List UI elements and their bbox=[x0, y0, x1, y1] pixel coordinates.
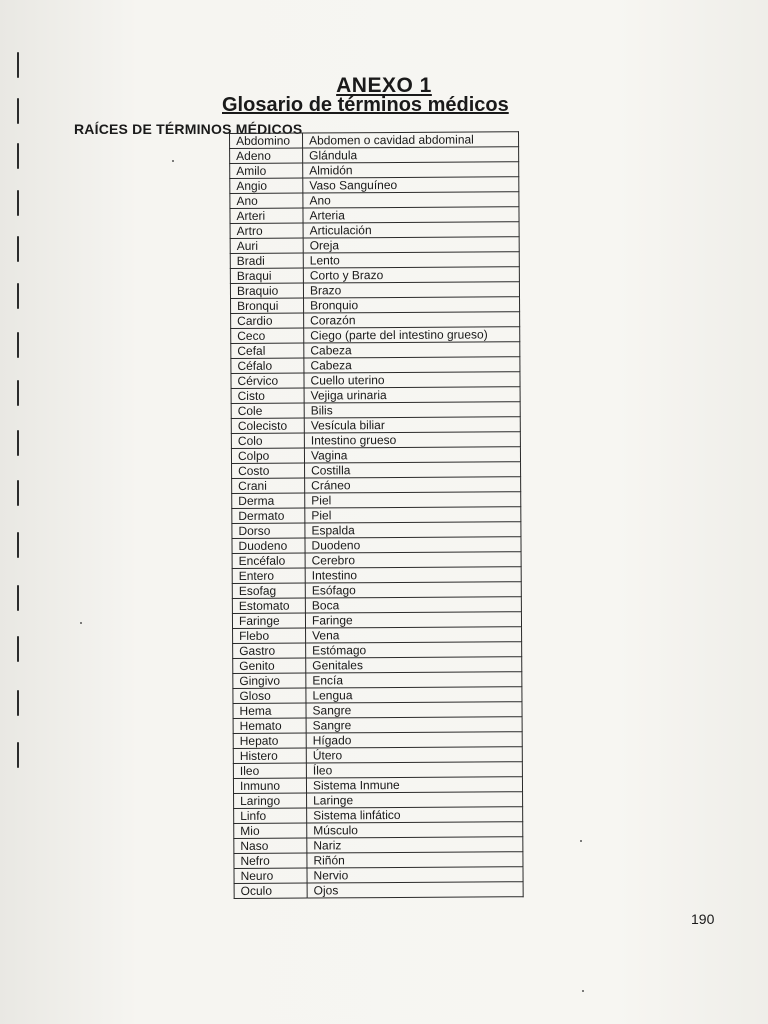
table-row bbox=[231, 357, 520, 374]
root-cell: Genito bbox=[233, 658, 306, 673]
meaning-cell: Ano bbox=[303, 192, 519, 208]
table-row bbox=[234, 882, 523, 899]
root-cell: Laringo bbox=[234, 793, 307, 808]
binder-mark bbox=[17, 532, 19, 558]
meaning-cell: Faringe bbox=[305, 612, 521, 628]
table-row bbox=[230, 177, 519, 194]
table-row bbox=[233, 687, 522, 704]
table-row bbox=[233, 747, 522, 764]
root-cell: Nefro bbox=[234, 853, 307, 868]
meaning-cell: Almidón bbox=[303, 162, 519, 178]
table-row bbox=[230, 132, 519, 149]
root-cell: Oculo bbox=[234, 883, 307, 898]
table-row bbox=[230, 267, 519, 284]
table-row bbox=[232, 462, 521, 479]
scan-speck bbox=[80, 622, 82, 624]
root-cell: Arteri bbox=[230, 208, 303, 223]
scan-speck bbox=[582, 990, 584, 992]
table-row bbox=[231, 342, 520, 359]
binder-mark bbox=[17, 430, 19, 456]
meaning-cell: Cabeza bbox=[304, 357, 520, 373]
table-row bbox=[231, 417, 520, 434]
meaning-cell: Boca bbox=[305, 597, 521, 613]
root-cell: Histero bbox=[233, 748, 306, 763]
table-row bbox=[231, 387, 520, 404]
root-cell: Linfo bbox=[234, 808, 307, 823]
meaning-cell: Piel bbox=[305, 507, 521, 523]
table-row bbox=[230, 222, 519, 239]
meaning-cell: Ciego (parte del intestino grueso) bbox=[304, 327, 520, 343]
meaning-cell: Cabeza bbox=[304, 342, 520, 358]
root-cell: Hema bbox=[233, 703, 306, 718]
binder-mark bbox=[17, 283, 19, 309]
meaning-cell: Bronquio bbox=[304, 297, 520, 313]
glossary-title: Glosario de términos médicos bbox=[222, 94, 509, 116]
meaning-cell: Arteria bbox=[303, 207, 519, 223]
scan-speck bbox=[172, 160, 174, 162]
root-cell: Gloso bbox=[233, 688, 306, 703]
root-cell: Ileo bbox=[233, 763, 306, 778]
table-row bbox=[232, 507, 521, 524]
meaning-cell: Estómago bbox=[306, 642, 522, 658]
table-row bbox=[234, 822, 523, 839]
table-row bbox=[230, 252, 519, 269]
table-row bbox=[233, 762, 522, 779]
table-row bbox=[234, 867, 523, 884]
root-cell: Bronqui bbox=[231, 298, 304, 313]
table-row bbox=[233, 717, 522, 734]
meaning-cell: Piel bbox=[305, 492, 521, 508]
meaning-cell: Sistema linfático bbox=[307, 807, 523, 823]
meaning-cell: Sangre bbox=[306, 702, 522, 718]
root-cell: Angio bbox=[230, 178, 303, 193]
scan-speck bbox=[580, 840, 582, 842]
annex-title: ANEXO 1 bbox=[336, 74, 432, 97]
root-cell: Encéfalo bbox=[232, 553, 305, 568]
table-row bbox=[234, 792, 523, 809]
root-cell: Ano bbox=[230, 193, 303, 208]
table-row bbox=[230, 282, 519, 299]
root-cell: Dermato bbox=[232, 508, 305, 523]
root-cell: Cole bbox=[231, 403, 304, 418]
meaning-cell: Íleo bbox=[306, 762, 522, 778]
root-cell: Naso bbox=[234, 838, 307, 853]
table-row bbox=[231, 447, 520, 464]
binder-mark bbox=[17, 480, 19, 506]
meaning-cell: Esófago bbox=[305, 582, 521, 598]
table-row bbox=[233, 777, 522, 794]
binder-mark bbox=[17, 98, 19, 124]
meaning-cell: Articulación bbox=[303, 222, 519, 238]
binder-mark bbox=[17, 585, 19, 611]
meaning-cell: Brazo bbox=[303, 282, 519, 298]
meaning-cell: Corazón bbox=[304, 312, 520, 328]
table-row bbox=[231, 312, 520, 329]
meaning-cell: Oreja bbox=[303, 237, 519, 253]
meaning-cell: Duodeno bbox=[305, 537, 521, 553]
table-row bbox=[231, 402, 520, 419]
meaning-cell: Cráneo bbox=[305, 477, 521, 493]
root-cell: Cefal bbox=[231, 343, 304, 358]
glossary-table-body bbox=[230, 132, 524, 899]
meaning-cell: Nariz bbox=[307, 837, 523, 853]
table-row bbox=[234, 852, 523, 869]
meaning-cell: Intestino grueso bbox=[304, 432, 520, 448]
binder-mark bbox=[17, 190, 19, 216]
table-row bbox=[231, 297, 520, 314]
root-cell: Céfalo bbox=[231, 358, 304, 373]
root-cell: Ceco bbox=[231, 328, 304, 343]
root-cell: Adeno bbox=[230, 148, 303, 163]
table-row bbox=[231, 432, 520, 449]
root-cell: Flebo bbox=[233, 628, 306, 643]
root-cell: Colecisto bbox=[231, 418, 304, 433]
table-row bbox=[233, 627, 522, 644]
section-heading: RAÍCES DE TÉRMINOS MÉDICOS bbox=[74, 121, 303, 137]
meaning-cell: Riñón bbox=[307, 852, 523, 868]
binder-mark bbox=[17, 332, 19, 358]
root-cell: Inmuno bbox=[233, 778, 306, 793]
root-cell: Dorso bbox=[232, 523, 305, 538]
table-row bbox=[234, 807, 523, 824]
root-cell: Colpo bbox=[231, 448, 304, 463]
meaning-cell: Encía bbox=[306, 672, 522, 688]
meaning-cell: Vejiga urinaria bbox=[304, 387, 520, 403]
root-cell: Mio bbox=[234, 823, 307, 838]
binder-mark bbox=[17, 143, 19, 169]
table-row bbox=[232, 492, 521, 509]
table-row bbox=[232, 612, 521, 629]
meaning-cell: Hígado bbox=[306, 732, 522, 748]
table-row bbox=[233, 732, 522, 749]
binder-mark bbox=[17, 636, 19, 662]
table-row bbox=[232, 477, 521, 494]
table-row bbox=[231, 327, 520, 344]
meaning-cell: Abdomen o cavidad abdominal bbox=[303, 132, 519, 148]
meaning-cell: Corto y Brazo bbox=[303, 267, 519, 283]
binder-mark bbox=[17, 380, 19, 406]
meaning-cell: Cerebro bbox=[305, 552, 521, 568]
root-cell: Esofag bbox=[232, 583, 305, 598]
root-cell: Gastro bbox=[233, 643, 306, 658]
binder-mark bbox=[17, 236, 19, 262]
root-cell: Gingivo bbox=[233, 673, 306, 688]
root-cell: Hepato bbox=[233, 733, 306, 748]
table-row bbox=[233, 642, 522, 659]
binder-mark bbox=[17, 742, 19, 768]
table-row bbox=[232, 522, 521, 539]
root-cell: Artro bbox=[230, 223, 303, 238]
root-cell: Duodeno bbox=[232, 538, 305, 553]
table-row bbox=[232, 597, 521, 614]
table-row bbox=[230, 162, 519, 179]
table-row bbox=[230, 237, 519, 254]
meaning-cell: Vagina bbox=[304, 447, 520, 463]
table-row bbox=[230, 192, 519, 209]
table-row bbox=[230, 147, 519, 164]
meaning-cell: Vena bbox=[306, 627, 522, 643]
table-row bbox=[234, 837, 523, 854]
meaning-cell: Bilis bbox=[304, 402, 520, 418]
root-cell: Estomato bbox=[232, 598, 305, 613]
root-cell: Cisto bbox=[231, 388, 304, 403]
root-cell: Braquio bbox=[230, 283, 303, 298]
root-cell: Neuro bbox=[234, 868, 307, 883]
root-cell: Colo bbox=[231, 433, 304, 448]
table-row bbox=[232, 567, 521, 584]
meaning-cell: Lento bbox=[303, 252, 519, 268]
root-cell: Derma bbox=[232, 493, 305, 508]
meaning-cell: Laringe bbox=[307, 792, 523, 808]
root-cell: Costo bbox=[232, 463, 305, 478]
root-cell: Faringe bbox=[232, 613, 305, 628]
meaning-cell: Vaso Sanguíneo bbox=[303, 177, 519, 193]
table-row bbox=[233, 702, 522, 719]
meaning-cell: Cuello uterino bbox=[304, 372, 520, 388]
meaning-cell: Espalda bbox=[305, 522, 521, 538]
page-number: 190 bbox=[691, 911, 715, 927]
table-row bbox=[232, 537, 521, 554]
meaning-cell: Costilla bbox=[305, 462, 521, 478]
root-cell: Bradi bbox=[230, 253, 303, 268]
table-row bbox=[232, 552, 521, 569]
meaning-cell: Vesícula biliar bbox=[304, 417, 520, 433]
table-row bbox=[233, 672, 522, 689]
root-cell: Braqui bbox=[230, 268, 303, 283]
table-row bbox=[231, 372, 520, 389]
meaning-cell: Sangre bbox=[306, 717, 522, 733]
meaning-cell: Intestino bbox=[305, 567, 521, 583]
table-row bbox=[233, 657, 522, 674]
meaning-cell: Ojos bbox=[307, 882, 523, 898]
meaning-cell: Genitales bbox=[306, 657, 522, 673]
root-cell: Hemato bbox=[233, 718, 306, 733]
root-cell: Cardio bbox=[231, 313, 304, 328]
glossary-table bbox=[229, 131, 524, 899]
meaning-cell: Nervio bbox=[307, 867, 523, 883]
meaning-cell: Útero bbox=[306, 747, 522, 763]
root-cell: Auri bbox=[230, 238, 303, 253]
root-cell: Amilo bbox=[230, 163, 303, 178]
table-row bbox=[232, 582, 521, 599]
root-cell: Entero bbox=[232, 568, 305, 583]
meaning-cell: Sistema Inmune bbox=[306, 777, 522, 793]
table-row bbox=[230, 207, 519, 224]
meaning-cell: Glándula bbox=[303, 147, 519, 163]
root-cell: Crani bbox=[232, 478, 305, 493]
root-cell: Cérvico bbox=[231, 373, 304, 388]
meaning-cell: Lengua bbox=[306, 687, 522, 703]
binder-mark bbox=[17, 690, 19, 716]
meaning-cell: Músculo bbox=[307, 822, 523, 838]
root-cell: Abdomino bbox=[230, 133, 303, 148]
